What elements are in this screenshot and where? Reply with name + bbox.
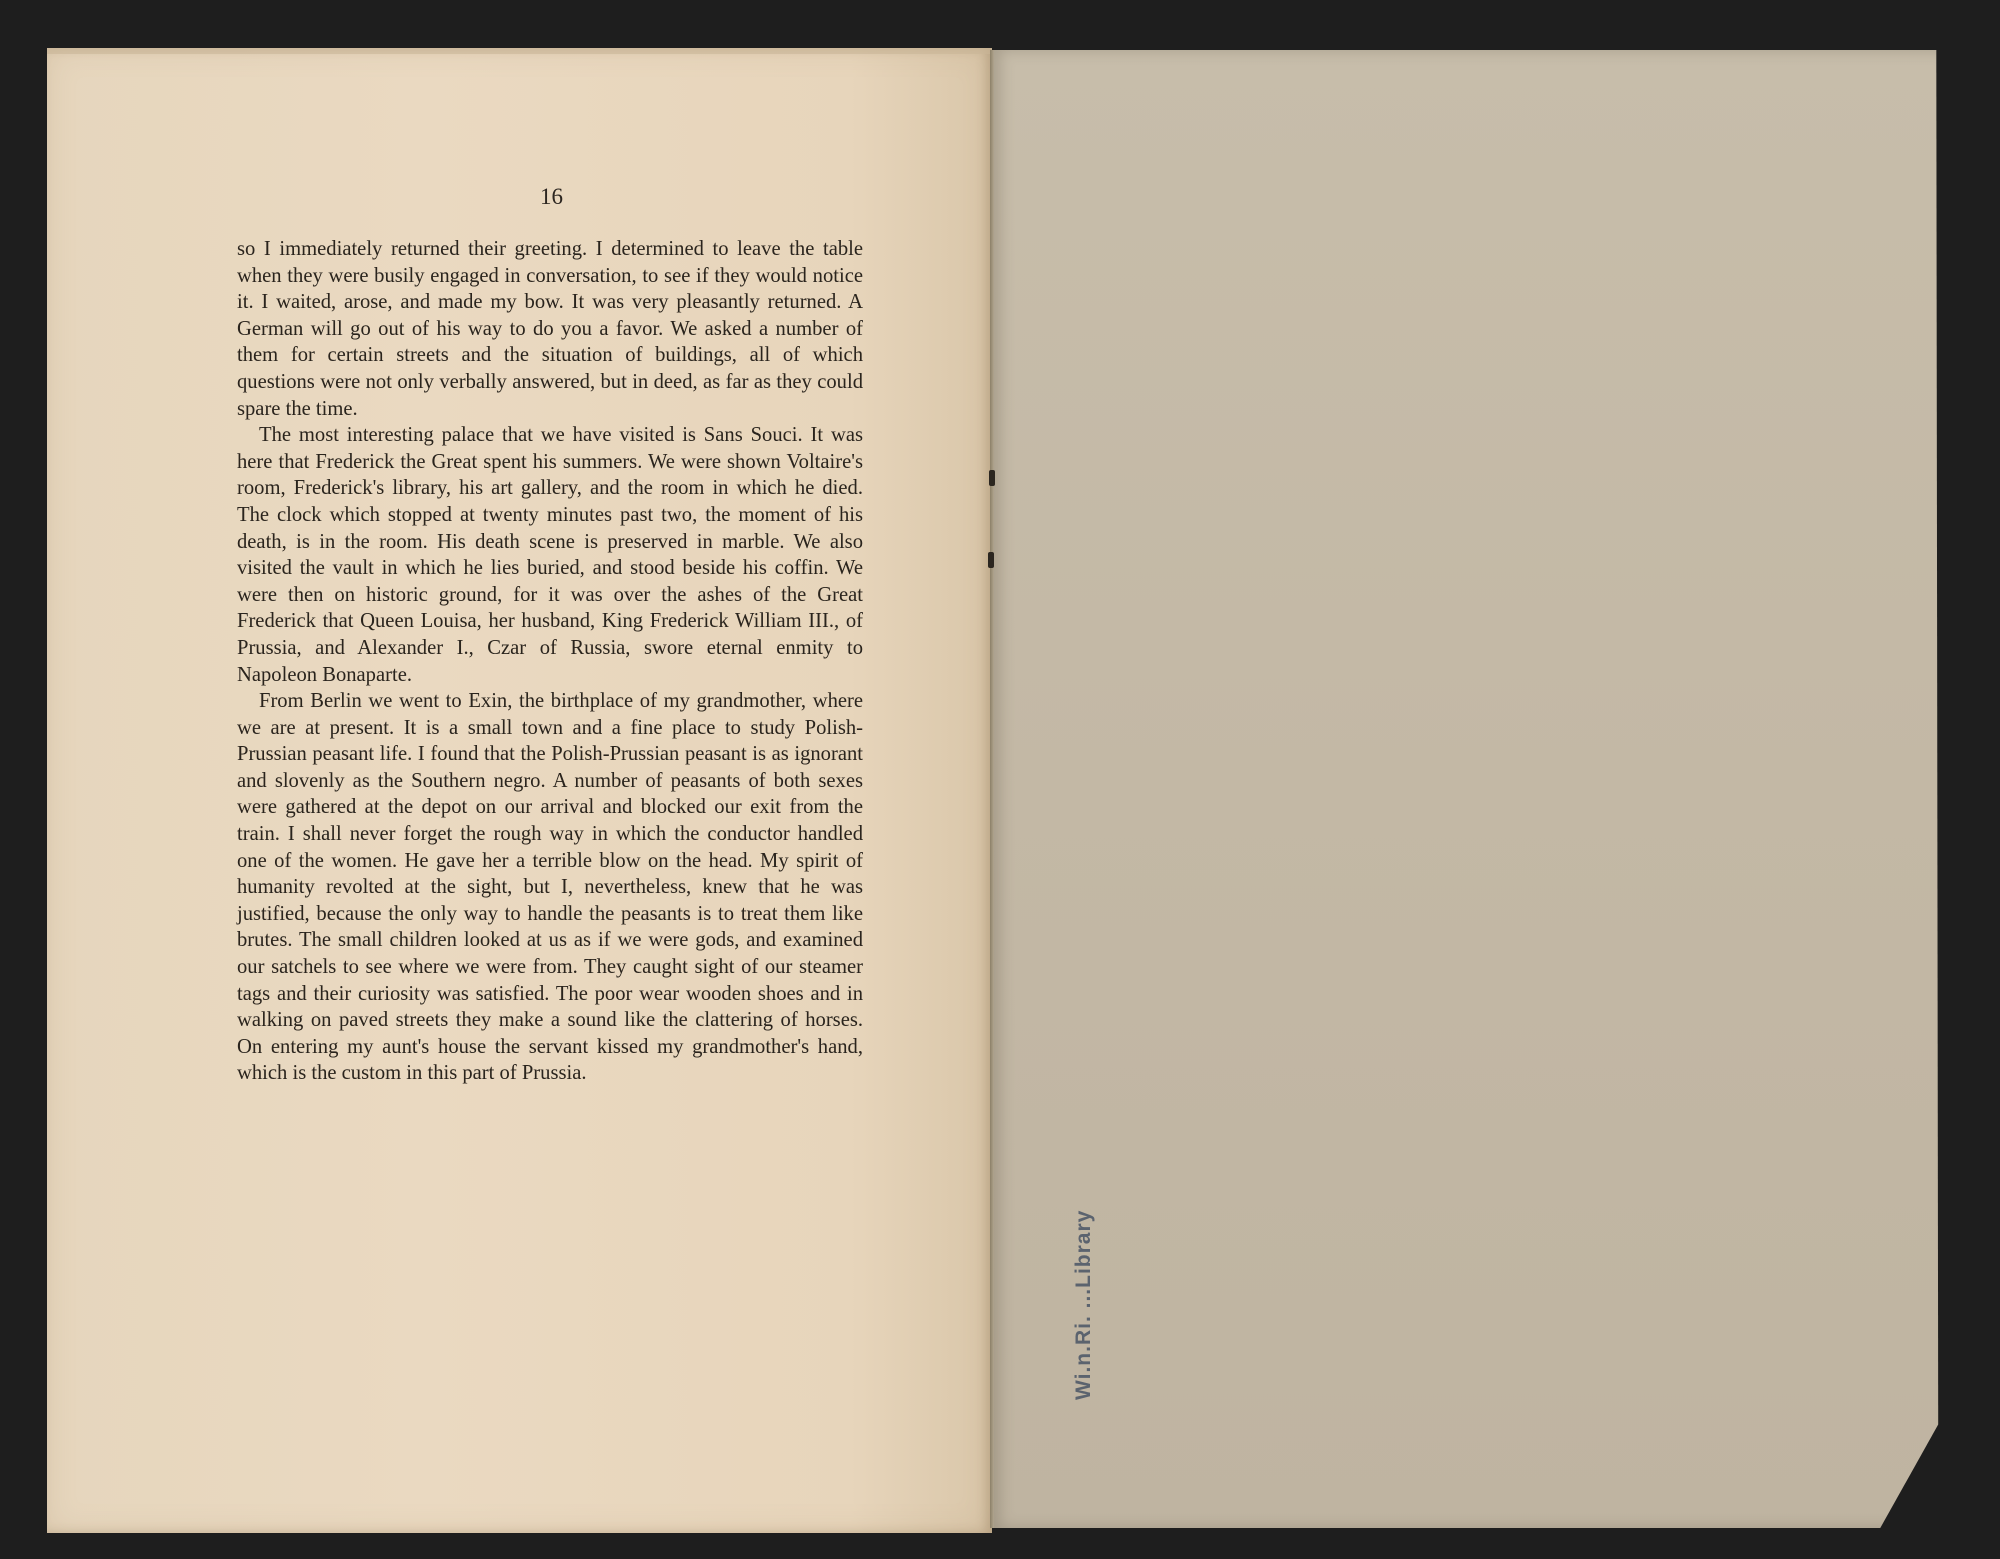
library-stamp bbox=[1060, 1170, 1095, 1400]
paragraph-1: so I immediately returned their greeting. I determined to leave the table when they were busily engaged in conversation, to see if they would notice it. I waited, arose, and made my bow. It was very pleasantly returned. A German will go out of his way to do you a favor. We asked a number of them for certain streets and the situation of buildings, all of which questions were not only verbally answered, but in deed, as far as they could spare the time. bbox=[237, 238, 863, 420]
staple-top bbox=[989, 470, 995, 486]
left-page-edge bbox=[47, 48, 992, 54]
page-number: 16 bbox=[540, 184, 563, 209]
paragraph-2: The most interesting palace that we have visited is Sans Souci. It was here that Frederick the Great spent his summers. We were shown Voltaire's room, Frederick's library, his art gallery, and the room in which he died. The clock which stopped at twenty minutes past two, the moment of his death, is in the room. His death scene is preserved in marble. We also visited the vault in which he lies buried, and stood beside his coffin. We were then on historic ground, for it was over the ashes of the Great Frederick that Queen Louisa, her husband, King Frederick William III., of Prussia, and Alexander I., Czar of Russia, swore eternal enmity to Napoleon Bonaparte. bbox=[237, 424, 863, 686]
staple-bottom bbox=[988, 552, 994, 568]
library-stamp-text: Wi.n.Ri. ...Library bbox=[1072, 1209, 1095, 1400]
paragraph-3: From Berlin we went to Exin, the birthplace of my grandmother, where we are at present. It is a small town and a fine place to study Polish-Prussian peasant life. I found that the Polish-Prussian peasant is as ignorant and slovenly as the Southern negro. A number of peasants of both sexes were gathered at the depot on our arrival and blocked our exit from the train. I shall never forget the rough way in which the conductor handled one of the women. He gave her a terrible blow on the head. My spirit of humanity revolted at the sight, but I, nevertheless, knew that he was justified, because the only way to handle the peasants is to treat them like brutes. The small children looked at us as if we were gods, and examined our satchels to see where we were from. They caught sight of our steamer tags and their curiosity was satisfied. The poor wear wooden shoes and in walking on paved streets they make a sound like the clattering of horses. On entering my aunt's house the servant kissed my grandmother's hand, which is the custom in this part of Prussia. bbox=[237, 690, 863, 1085]
right-cover-page bbox=[992, 50, 1942, 1528]
page-body-text bbox=[237, 236, 863, 1087]
binding-gutter bbox=[990, 50, 994, 1528]
